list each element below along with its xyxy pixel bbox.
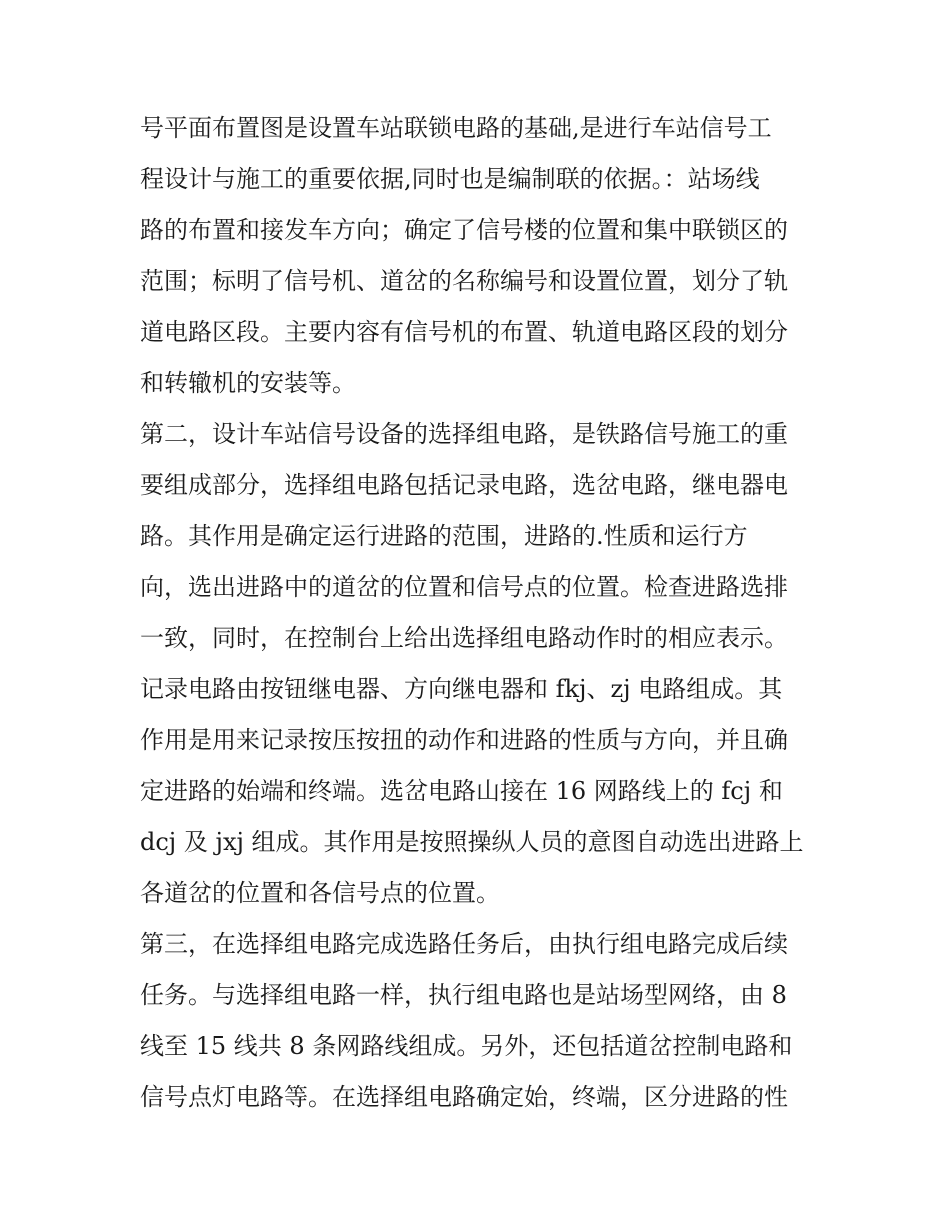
text-line: 路的布置和接发车方向；确定了信号楼的位置和集中联锁区的: [140, 216, 788, 244]
text-line: 第三，在选择组电路完成选路任务后，由执行组电路完成后续: [140, 930, 788, 958]
text-line: 各道岔的位置和各信号点的位置。: [140, 879, 500, 907]
text-line: 号平面布置图是设置车站联锁电路的基础,是进行车站信号工: [140, 114, 772, 142]
text-line: 和转辙机的安装等。: [140, 369, 356, 397]
text-line: 作用是用来记录按压按扭的动作和进路的性质与方向，并且确: [140, 726, 788, 754]
text-line: 第二，设计车站信号设备的选择组电路，是铁路信号施工的重: [140, 420, 788, 448]
document-body: [140, 103, 820, 1123]
text-line: 要组成部分，选择组电路包括记录电路，选岔电路，继电器电: [140, 471, 788, 499]
text-line: 一致，同时，在控制台上给出选择组电路动作时的相应表示。: [140, 624, 788, 652]
text-line: 信号点灯电路等。在选择组电路确定始，终端，区分进路的性: [140, 1083, 788, 1111]
text-line: 程设计与施工的重要依据,同时也是编制联的依据。：站场线: [140, 165, 760, 193]
text-line: 向，选出进路中的道岔的位置和信号点的位置。检查进路选排: [140, 573, 788, 601]
text-line: 线至 15 线共 8 条网路线组成。另外，还包括道岔控制电路和: [140, 1032, 793, 1060]
text-line: 任务。与选择组电路一样，执行组电路也是站场型网络，由 8: [140, 981, 787, 1009]
text-line: 道电路区段。主要内容有信号机的布置、轨道电路区段的划分: [140, 318, 788, 346]
text-line: 定进路的始端和终端。选岔电路山接在 16 网路线上的 fcj 和: [140, 777, 783, 805]
text-line: 路。其作用是确定运行进路的范围，进路的.性质和运行方: [140, 522, 748, 550]
text-line: dcj 及 jxj 组成。其作用是按照操纵人员的意图自动选出进路上: [140, 828, 804, 856]
text-line: 记录电路由按钮继电器、方向继电器和 fkj、zj 电路组成。其: [140, 675, 783, 703]
text-line: 范围；标明了信号机、道岔的名称编号和设置位置，划分了轨: [140, 267, 788, 295]
